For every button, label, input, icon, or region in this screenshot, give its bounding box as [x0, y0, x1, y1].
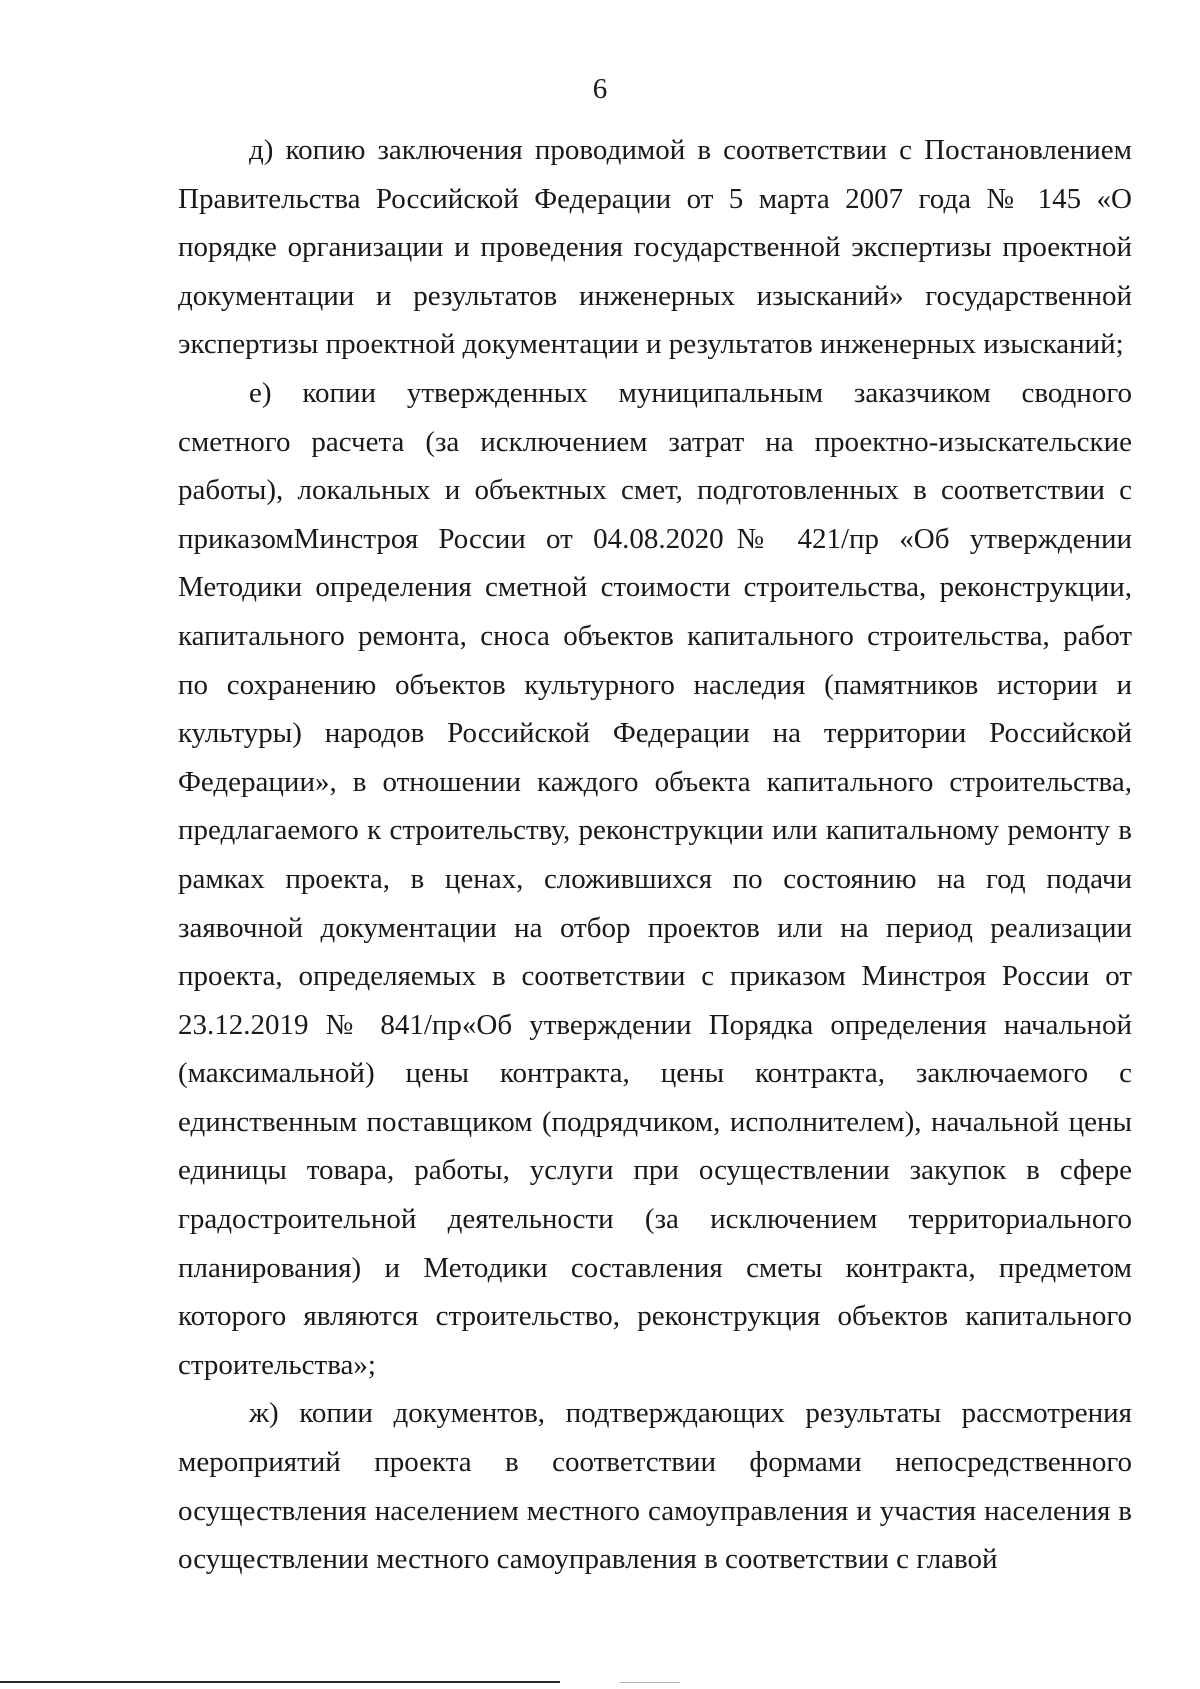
paragraph-zh: ж) копии документов, подтверждающих результаты рассмотрения мероприятий проекта в соответствии формами непосредственного осуществления населением местного самоуправления и участия населения в осуществлении местного самоуправления в соответствии с главой	[178, 1397, 1132, 1576]
paragraph-e: е) копии утвержденных муниципальным заказчиком сводного сметного расчета (за исключением затрат на проектно-изыскательские работы), локальных и объектных смет, подготовленных в соответствии с приказомМинстроя России от 04.08.2020№ 421/пр «Об утверждении Методики определения сметной стоимости строительства, реконструкции, капитального ремонта, сноса объектов капитального строительства, работ по сохранению объектов культурного наследия (памятников истории и культуры) народов Российской Федерации на территории Российской Федерации», в отношении каждого объекта капитального строительства, предлагаемого к строительству, реконструкции или капитальному ремонту в рамках проекта, в ценах, сложившихся по состоянию на год подачи заявочной документации на отбор проектов или на период реализации проекта, определяемых в соответствии с приказом Минстроя России от 23.12.2019 № 841/пр«Об утверждении Порядка определения начальной (максимальной) цены контракта, цены контракта, заключаемого с единственным поставщиком (подрядчиком, исполнителем), начальной цены единицы товара, работы, услуги при осуществлении закупок в сфере градостроительной деятельности (за исключением территориального планирования) и Методики составления сметы контракта, предметом которого являются строительство, реконструкция объектов капитального строительства»;	[178, 376, 1132, 1381]
page-number: 6	[592, 73, 608, 105]
bottom-rule	[0, 1681, 560, 1683]
bottom-rule-faint	[620, 1682, 680, 1683]
document-body	[178, 126, 1132, 1584]
paragraph-d: д) копию заключения проводимой в соответствии с Постановлением Правительства Российской Федерации от 5 марта 2007 года № 145 «О порядке организации и проведения государственной экспертизы проектной документации и результатов инженерных изысканий» государственной экспертизы проектной документации и результатов инженерных изысканий;	[178, 134, 1132, 361]
